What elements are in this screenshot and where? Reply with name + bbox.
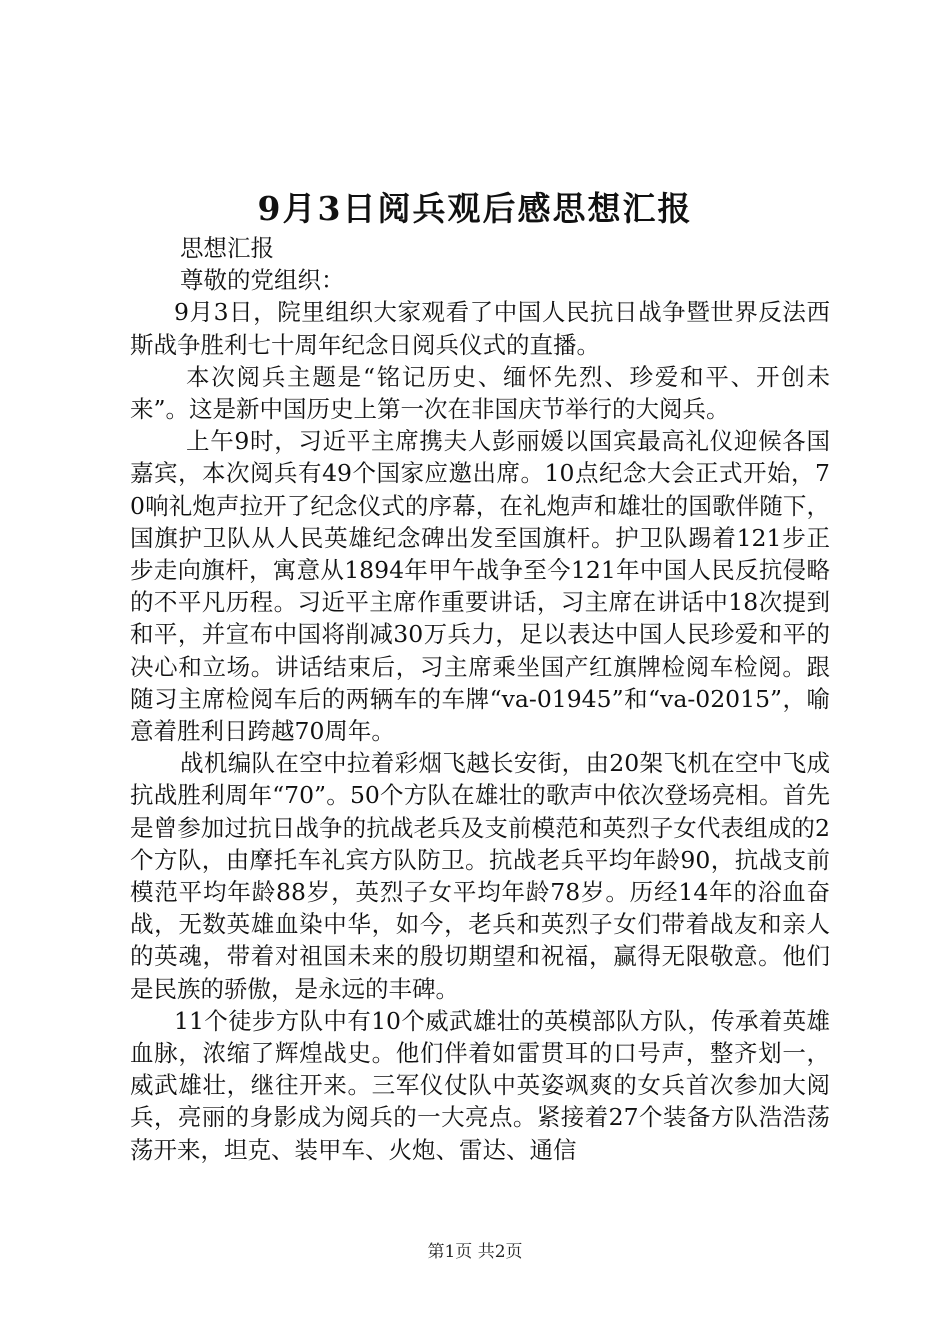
paragraph-intro: 9月3日，院里组织大家观看了中国人民抗日战争暨世界反法西斯战争胜利七十周年纪念日阅兵仪式的直播。 — [130, 298, 830, 359]
paragraph-ceremony: 上午9时，习近平主席携夫人彭丽媛以国宾最高礼仪迎候各国嘉宾，本次阅兵有49个国家应邀出席。10点纪念大会正式开始，70响礼炮声拉开了纪念仪式的序幕，在礼炮声和雄壮的国歌伴随下，国旗护卫队从人民英雄纪念碑出发至国旗杆。护卫队踢着121步正步走向旗杆，寓意从1894年甲午战争至今121年中国人民反抗侵略的不平凡历程。习近平主席作重要讲话，习主席在讲话中18次提到和平，并宣布中国将削减30万兵力，足以表达中国人民珍爱和平的决心和立场。讲话结束后，习主席乘坐国产红旗牌检阅车检阅。跟随习主席检阅车后的两辆车的车牌“va-01945”和“va-02015”，喻意着胜利日跨越70周年。 — [130, 427, 830, 746]
paragraph-troops: 11个徒步方队中有10个威武雄壮的英模部队方队，传承着英雄血脉，浓缩了辉煌战史。他们伴着如雷贯耳的口号声，整齐划一，威武雄壮，继往开来。三军仪仗队中英姿飒爽的女兵首次参加大阅兵，亮丽的身影成为阅兵的一大亮点。紧接着27个装备方队浩浩荡荡开来，坦克、装甲车、火炮、雷达、通信 — [130, 1006, 830, 1164]
page-footer: 第1页 共2页 — [427, 1242, 523, 1262]
paragraph-salutation: 尊敬的党组织： — [180, 266, 345, 295]
paragraph-theme: 本次阅兵主题是“铭记历史、缅怀先烈、珍爱和平、开创未来”。这是新中国历史上第一次在非国庆节举行的大阅兵。 — [130, 362, 830, 424]
paragraph-veterans: 战机编队在空中拉着彩烟飞越长安街，由20架飞机在空中飞成抗战胜利周年“70”。50个方队在雄壮的歌声中依次登场亮相。首先是曾参加过抗日战争的抗战老兵及支前模范和英烈子女代表组成的2个方队，由摩托车礼宾方队防卫。抗战老兵平均年龄90，抗战支前模范平均年龄88岁，英烈子女平均年龄78岁。历经14年的浴血奋战，无数英雄血染中华，如今，老兵和英烈子女们带着战友和亲人的英魂，带着对祖国未来的殷切期望和祝福，赢得无限敬意。他们是民族的骄傲，是永远的丰碑。 — [130, 749, 830, 1003]
paragraph-heading: 思想汇报 — [180, 234, 274, 262]
document-body — [130, 232, 830, 1166]
document-title: 9月3日阅兵观后感思想汇报 — [257, 189, 693, 228]
